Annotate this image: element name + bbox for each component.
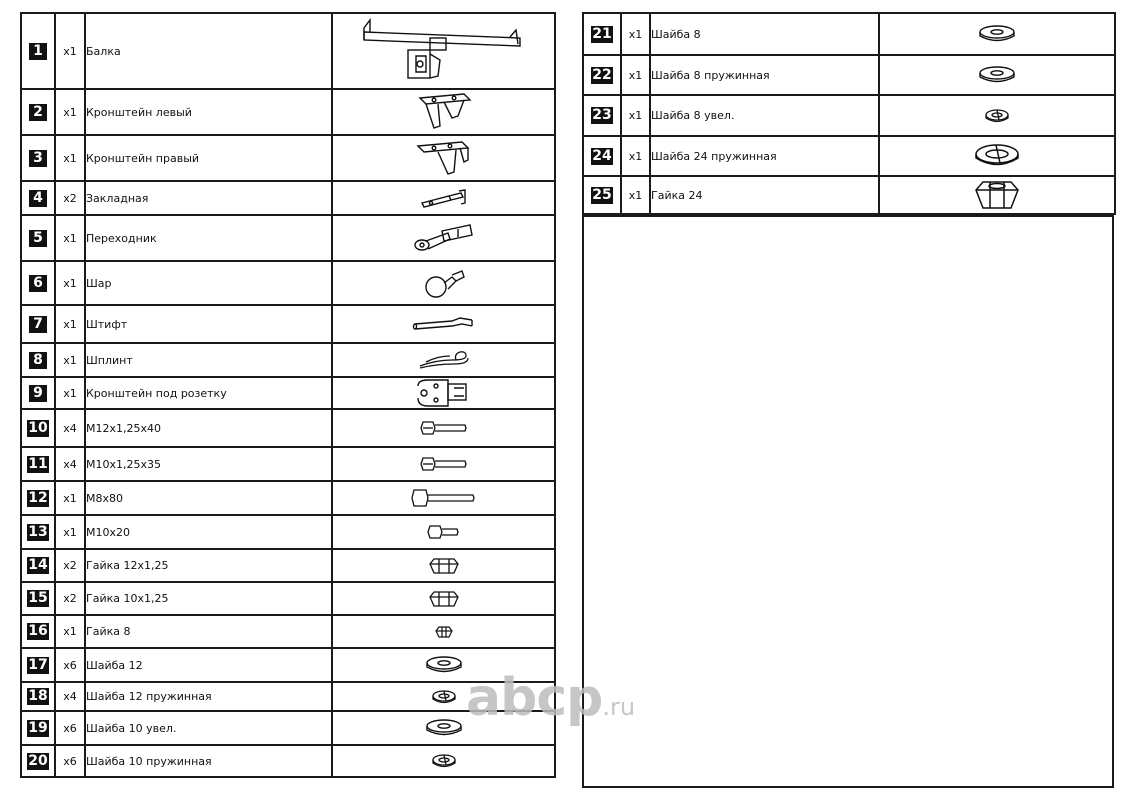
part-name: М10х1,25х35 [85, 447, 332, 481]
cotter-pin-icon [416, 353, 472, 366]
part-quantity: x1 [621, 136, 650, 176]
part-row [583, 55, 1115, 95]
part-row [21, 549, 555, 582]
part-image-cell [332, 135, 555, 181]
part-quantity: x1 [621, 95, 650, 136]
tow-ball-icon [422, 276, 466, 289]
part-quantity: x6 [55, 745, 85, 777]
part-quantity: x1 [55, 305, 85, 343]
part-row [21, 305, 555, 343]
washer-icon [977, 68, 1017, 81]
part-number: 2 [29, 104, 47, 121]
part-quantity: x2 [55, 181, 85, 215]
part-image-cell [879, 55, 1115, 95]
spring-washer-icon [983, 109, 1011, 122]
short-bolt-icon [427, 525, 461, 538]
part-number-cell [21, 648, 55, 682]
part-number: 22 [592, 66, 612, 83]
part-number-cell [21, 582, 55, 615]
part-name: Шайба 8 [650, 13, 879, 55]
part-number-cell [583, 55, 621, 95]
part-number: 15 [28, 590, 48, 606]
part-row [21, 377, 555, 409]
insert-plate-icon [419, 191, 469, 204]
part-row [583, 13, 1115, 55]
part-row [21, 343, 555, 377]
part-number-cell [583, 136, 621, 176]
part-name: Шайба 24 пружинная [650, 136, 879, 176]
part-row [21, 13, 555, 89]
part-row [21, 135, 555, 181]
part-number: 23 [592, 107, 612, 123]
part-number: 7 [29, 316, 47, 333]
spring-washer-icon [430, 690, 458, 703]
part-row [21, 447, 555, 481]
part-row [21, 181, 555, 215]
part-number-cell [21, 745, 55, 777]
part-name: Балка [85, 13, 332, 89]
part-name: Гайка 8 [85, 615, 332, 648]
part-name: Шайба 10 увел. [85, 711, 332, 745]
part-row [583, 136, 1115, 176]
parts-table-left [20, 12, 556, 778]
part-quantity: x4 [55, 682, 85, 711]
part-name: М8х80 [85, 481, 332, 515]
part-number: 6 [29, 275, 47, 292]
part-quantity: x1 [55, 215, 85, 261]
part-number-cell [21, 447, 55, 481]
part-quantity: x1 [621, 176, 650, 214]
part-number: 9 [29, 385, 47, 402]
part-quantity: x2 [55, 582, 85, 615]
spring-washer-icon [430, 754, 458, 767]
part-number: 12 [28, 489, 48, 506]
part-image-cell [332, 343, 555, 377]
part-number-cell [21, 343, 55, 377]
part-image-cell [332, 261, 555, 305]
washer-icon [424, 658, 464, 671]
part-name: Шайба 8 увел. [650, 95, 879, 136]
part-image-cell [332, 481, 555, 515]
part-quantity: x6 [55, 648, 85, 682]
part-image-cell [332, 549, 555, 582]
part-number: 3 [29, 150, 47, 167]
part-name: Шайба 10 пружинная [85, 745, 332, 777]
part-row [21, 215, 555, 261]
part-number-cell [583, 95, 621, 136]
part-image-cell [332, 745, 555, 777]
part-number-cell [21, 377, 55, 409]
hex-nut-small-icon [435, 625, 453, 638]
part-name: Кронштейн правый [85, 135, 332, 181]
large-hex-nut-icon [974, 188, 1020, 201]
part-number-cell [21, 615, 55, 648]
part-number-cell [21, 549, 55, 582]
part-image-cell [332, 582, 555, 615]
part-image-cell [879, 176, 1115, 214]
large-spring-washer-icon [972, 149, 1022, 162]
part-number: 20 [28, 752, 48, 769]
part-number-cell [21, 481, 55, 515]
part-row [21, 89, 555, 135]
part-name: Штифт [85, 305, 332, 343]
part-quantity: x1 [55, 261, 85, 305]
part-number: 5 [29, 230, 47, 247]
part-number-cell [21, 515, 55, 549]
part-quantity: x6 [55, 711, 85, 745]
part-number-cell [21, 261, 55, 305]
part-number-cell [21, 89, 55, 135]
part-name: М10х20 [85, 515, 332, 549]
part-number: 24 [592, 147, 612, 164]
bracket-left-icon [414, 105, 474, 118]
part-number: 17 [28, 656, 48, 673]
part-quantity: x1 [621, 55, 650, 95]
part-row [21, 745, 555, 777]
part-number: 16 [28, 623, 48, 639]
part-number-cell [583, 176, 621, 214]
long-bolt-icon [411, 491, 477, 504]
adapter-icon [412, 231, 476, 244]
part-name: Шплинт [85, 343, 332, 377]
washer-icon [977, 27, 1017, 40]
part-quantity: x1 [55, 515, 85, 549]
part-image-cell [332, 13, 555, 89]
part-number-cell [21, 409, 55, 447]
part-quantity: x1 [55, 89, 85, 135]
part-row [583, 95, 1115, 136]
part-name: Кронштейн левый [85, 89, 332, 135]
part-number: 8 [29, 352, 47, 369]
part-number-cell [583, 13, 621, 55]
part-row [21, 481, 555, 515]
part-name: Переходник [85, 215, 332, 261]
watermark-tld: .ru [602, 693, 636, 721]
part-number: 10 [28, 419, 48, 436]
part-row [583, 176, 1115, 214]
empty-panel [582, 215, 1114, 788]
part-number: 19 [28, 719, 48, 736]
part-number-cell [21, 305, 55, 343]
part-name: Шайба 12 [85, 648, 332, 682]
part-quantity: x1 [55, 13, 85, 89]
part-number-cell [21, 711, 55, 745]
part-name: Шайба 8 пружинная [650, 55, 879, 95]
part-row [21, 615, 555, 648]
hex-nut-icon [429, 592, 459, 605]
part-image-cell [332, 615, 555, 648]
part-number-cell [21, 13, 55, 89]
part-number: 1 [29, 43, 47, 60]
part-name: М12х1,25х40 [85, 409, 332, 447]
part-name: Гайка 10х1,25 [85, 582, 332, 615]
socket-bracket-icon [414, 386, 474, 399]
bracket-right-icon [414, 151, 474, 164]
part-image-cell [332, 515, 555, 549]
part-quantity: x1 [55, 135, 85, 181]
part-number: 18 [28, 688, 48, 704]
watermark-logo [466, 668, 635, 728]
part-image-cell [332, 377, 555, 409]
tow-beam-icon [360, 44, 528, 57]
part-row [21, 515, 555, 549]
part-name: Закладная [85, 181, 332, 215]
part-number-cell [21, 682, 55, 711]
part-row [21, 409, 555, 447]
part-image-cell [879, 95, 1115, 136]
part-number: 11 [28, 455, 48, 472]
part-image-cell [332, 305, 555, 343]
part-number: 13 [28, 523, 48, 540]
part-quantity: x4 [55, 447, 85, 481]
parts-table-right [582, 12, 1116, 215]
part-image-cell [879, 13, 1115, 55]
part-quantity: x1 [55, 481, 85, 515]
part-quantity: x1 [55, 377, 85, 409]
part-image-cell [879, 136, 1115, 176]
part-quantity: x4 [55, 409, 85, 447]
hex-nut-icon [429, 559, 459, 572]
part-name: Кронштейн под розетку [85, 377, 332, 409]
part-quantity: x2 [55, 549, 85, 582]
part-image-cell [332, 89, 555, 135]
part-image-cell [332, 447, 555, 481]
part-row [21, 582, 555, 615]
watermark-brand: abcp [466, 668, 603, 728]
part-number: 4 [29, 190, 47, 207]
part-name: Гайка 12х1,25 [85, 549, 332, 582]
bolt-icon [420, 421, 468, 434]
part-image-cell [332, 409, 555, 447]
part-number-cell [21, 215, 55, 261]
part-quantity: x1 [55, 343, 85, 377]
part-number-cell [21, 181, 55, 215]
part-number-cell [21, 135, 55, 181]
washer-icon [424, 721, 464, 734]
part-number: 14 [28, 557, 48, 573]
part-number: 21 [592, 25, 612, 42]
part-name: Гайка 24 [650, 176, 879, 214]
part-image-cell [332, 215, 555, 261]
part-name: Шайба 12 пружинная [85, 682, 332, 711]
part-image-cell [332, 181, 555, 215]
part-row [21, 261, 555, 305]
bolt-icon [420, 457, 468, 470]
part-number: 25 [592, 186, 612, 203]
part-quantity: x1 [621, 13, 650, 55]
part-quantity: x1 [55, 615, 85, 648]
pin-icon [412, 317, 476, 330]
part-name: Шар [85, 261, 332, 305]
